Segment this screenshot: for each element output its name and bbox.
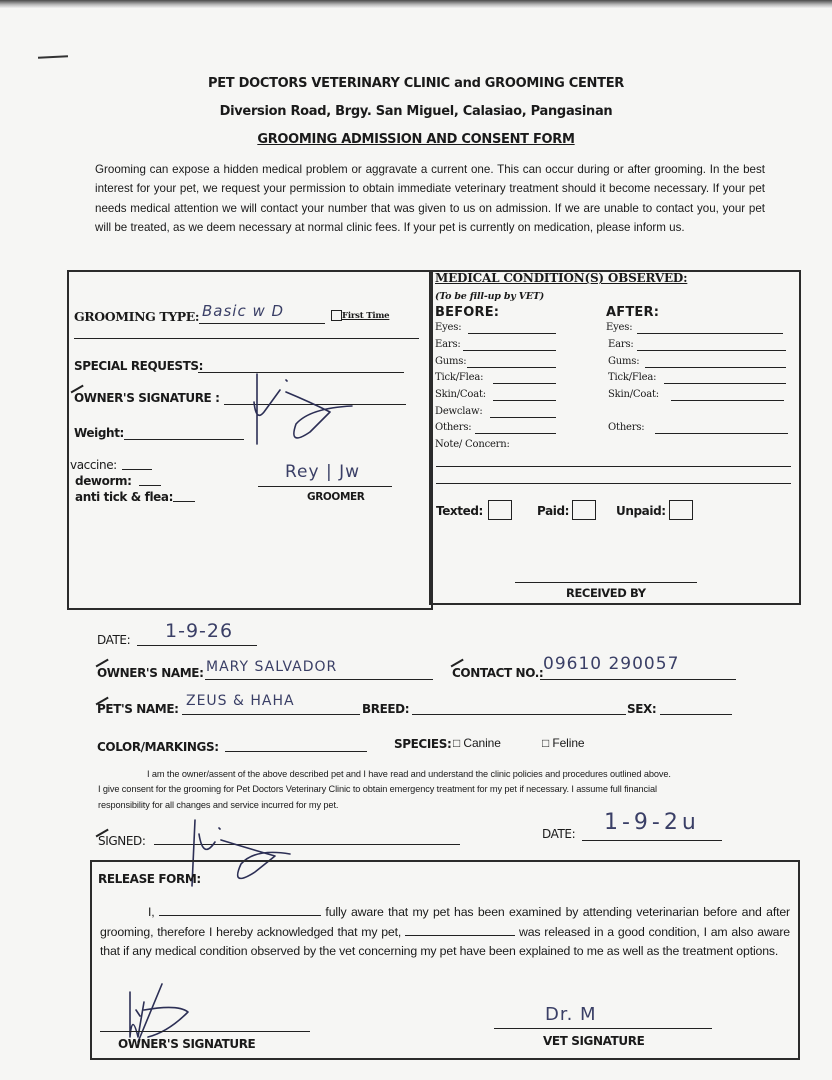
owner-name-line: [205, 679, 433, 680]
anti-tick-field[interactable]: [173, 501, 195, 502]
signed-label: SIGNED:: [98, 834, 146, 848]
release-paragraph: [100, 903, 790, 962]
medical-subtitle: (To be fill-up by VET): [435, 291, 545, 302]
species-feline-option[interactable]: □ Feline: [542, 736, 585, 750]
date-line: [137, 645, 257, 646]
species-canine-option[interactable]: □ Canine: [453, 736, 501, 750]
before-field-input[interactable]: [467, 367, 556, 368]
grooming-type-field[interactable]: Basic w D: [202, 302, 285, 320]
consent-date-line: [582, 840, 722, 841]
owner-sig-line[interactable]: [100, 1031, 310, 1032]
before-field-input[interactable]: [468, 333, 556, 334]
before-field-input[interactable]: [493, 383, 556, 384]
after-field-input[interactable]: [645, 367, 786, 368]
vet-sig-line[interactable]: [494, 1028, 712, 1029]
owner-signature-top: [250, 372, 360, 447]
after-field-label: Tick/Flea:: [608, 372, 657, 383]
before-field-label: Tick/Flea:: [435, 372, 484, 383]
date-label: DATE:: [97, 633, 131, 647]
owner-signature-label: OWNER'S SIGNATURE :: [74, 391, 220, 405]
vet-sig-field[interactable]: Dr. M: [545, 1004, 597, 1025]
groomer-line: [258, 486, 392, 487]
owner-name-field[interactable]: MARY SALVADOR: [206, 659, 338, 675]
before-field-input[interactable]: [463, 350, 556, 351]
sex-label: SEX:: [627, 702, 657, 716]
paid-checkbox[interactable]: [572, 500, 596, 520]
before-heading: BEFORE:: [435, 305, 500, 320]
breed-field[interactable]: [412, 714, 626, 715]
paper-edge: [0, 0, 832, 8]
before-field-input[interactable]: [475, 433, 556, 434]
color-field[interactable]: [225, 751, 367, 752]
sex-field[interactable]: [660, 714, 732, 715]
first-time-label: First Time: [342, 311, 390, 321]
release-title: RELEASE FORM:: [98, 872, 201, 886]
consent-line-1: I am the owner/assent of the above described pet and I have read and understand the clinic policies and procedures outlined above.: [147, 769, 671, 779]
owner-sig-label: OWNER'S SIGNATURE: [118, 1037, 256, 1051]
grooming-type-line-2: [74, 338, 419, 339]
grooming-type-line: [199, 323, 325, 324]
grooming-type-label: GROOMING TYPE:: [74, 309, 200, 324]
release-text-3: was released in a good condition, I am also aware that if any medical condition observed by the vet concerning my pet have been explained to me as well as the treatment options.: [100, 924, 790, 958]
weight-label: Weight:: [74, 426, 124, 440]
after-field-input[interactable]: [637, 350, 786, 351]
paid-label: Paid:: [537, 504, 570, 518]
first-time-checkbox[interactable]: [331, 310, 342, 321]
texted-checkbox[interactable]: [488, 500, 512, 520]
pet-name-line: [182, 714, 360, 715]
contact-field[interactable]: 09610 290057: [543, 654, 680, 674]
species-label: SPECIES:: [394, 737, 452, 751]
contact-line: [540, 679, 736, 680]
vaccine-field[interactable]: [122, 469, 152, 470]
note-label: Note/ Concern:: [435, 439, 510, 450]
before-field-label: Others:: [435, 422, 472, 433]
release-i: I,: [148, 905, 155, 919]
release-owner-name-field[interactable]: [159, 903, 321, 916]
deworm-field[interactable]: [139, 485, 161, 486]
after-field-label: Gums:: [608, 356, 640, 367]
clinic-address: Diversion Road, Brgy. San Miguel, Calasiao, Pangasinan: [219, 104, 613, 119]
consent-date-label: DATE:: [542, 827, 576, 841]
before-field-label: Eyes:: [435, 322, 462, 333]
pet-name-field[interactable]: ZEUS & HAHA: [186, 693, 295, 709]
note-line-2[interactable]: [436, 483, 791, 484]
anti-tick-label: anti tick & flea:: [75, 490, 174, 504]
texted-label: Texted:: [436, 504, 483, 518]
consent-date-field[interactable]: 1-9-2u: [604, 810, 700, 835]
received-by-line[interactable]: [515, 582, 697, 583]
after-field-input[interactable]: [637, 333, 783, 334]
before-field-label: Dewclaw:: [435, 406, 483, 417]
before-field-input[interactable]: [493, 400, 556, 401]
before-field-label: Gums:: [435, 356, 467, 367]
color-label: COLOR/MARKINGS:: [97, 740, 219, 754]
groomer-label: GROOMER: [307, 491, 365, 503]
medical-box: [429, 270, 801, 605]
after-field-input[interactable]: [655, 433, 788, 434]
form-title: GROOMING ADMISSION AND CONSENT FORM: [257, 132, 575, 147]
clinic-name: PET DOCTORS VETERINARY CLINIC and GROOMING CENTER: [207, 76, 624, 91]
after-field-label: Others:: [608, 422, 645, 433]
after-field-label: Skin/Coat:: [608, 389, 659, 400]
groomer-field[interactable]: Rey | Jw: [285, 462, 361, 482]
contact-label: CONTACT NO.:: [452, 666, 544, 680]
stray-pen-mark: [38, 55, 68, 59]
consent-line-3: responsibility for all changes and service incurred for my pet.: [98, 800, 339, 810]
release-owner-signature: [118, 982, 208, 1044]
note-line-1[interactable]: [436, 466, 791, 467]
weight-field[interactable]: [124, 439, 244, 440]
received-by-label: RECEIVED BY: [566, 586, 646, 600]
release-pet-name-field[interactable]: [405, 923, 515, 936]
after-field-label: Eyes:: [606, 322, 633, 333]
before-field-input[interactable]: [490, 417, 556, 418]
vet-sig-label: VET SIGNATURE: [543, 1034, 645, 1048]
special-requests-label: SPECIAL REQUESTS:: [74, 359, 204, 373]
medical-title: MEDICAL CONDITION(S) OBSERVED:: [435, 271, 688, 285]
date-field[interactable]: 1-9-26: [165, 620, 234, 642]
breed-label: BREED:: [362, 702, 410, 716]
intro-paragraph: Grooming can expose a hidden medical problem or aggravate a current one. This can occur during or after grooming. In the best interest for your pet, we request your permission to obtain immediate veterinary treatment should it become necessary. If your pet needs medical attention we will contact your number that was given to us on admission. If we are unable to contact you, your pet will be treated, as we deem necessary at normal clinic fees. If your pet is currently on medication, please inform us.: [95, 163, 765, 234]
before-field-label: Ears:: [435, 339, 461, 350]
vaccine-label: vaccine:: [70, 458, 117, 472]
deworm-label: deworm:: [75, 474, 132, 488]
after-field-input[interactable]: [664, 383, 786, 384]
consent-line-2: I give consent for the grooming for Pet Doctors Veterinary Clinic to obtain emergency treatment for my pet if necessary. I assume full financial: [98, 784, 657, 794]
unpaid-label: Unpaid:: [616, 504, 666, 518]
release-text-2: fully aware that my pet has been examined by attending veterinarian before and after grooming, therefore I hereby acknowledged that my pet,: [100, 905, 790, 939]
pet-name-label: PET'S NAME:: [97, 702, 179, 716]
after-field-label: Ears:: [608, 339, 634, 350]
before-field-label: Skin/Coat:: [435, 389, 486, 400]
owner-name-label: OWNER'S NAME:: [97, 666, 204, 680]
unpaid-checkbox[interactable]: [669, 500, 693, 520]
after-heading: AFTER:: [606, 305, 660, 320]
after-field-input[interactable]: [671, 400, 784, 401]
